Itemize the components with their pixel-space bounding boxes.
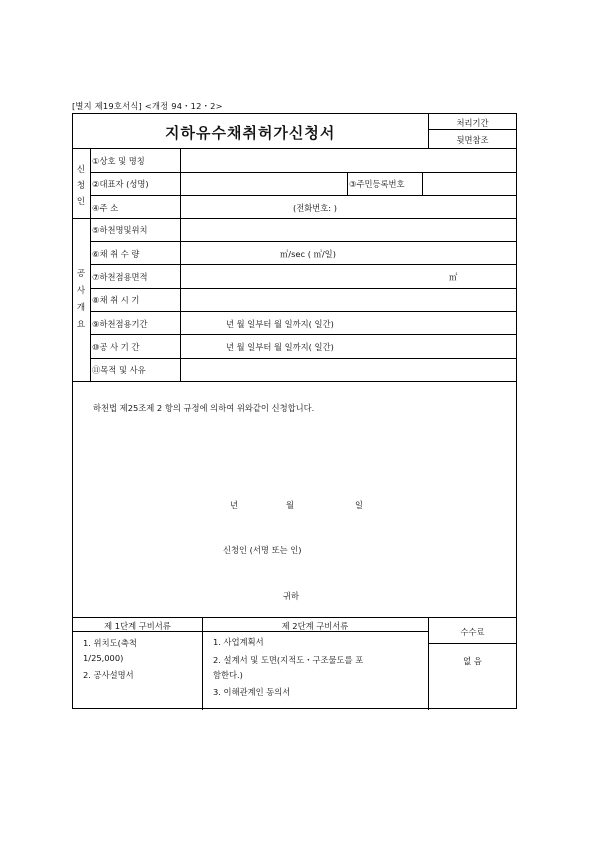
processing-period-value: 뒷면참조 [456, 135, 489, 145]
application-form [72, 113, 517, 709]
representative-label: ②대표자 (성명) [92, 179, 149, 189]
form-reference: [별지 제19호서식] <개정 94・12・2> [72, 101, 223, 111]
applicant-section-char: 청 [76, 181, 86, 191]
stage2-title: 제 2단계 구비서류 [281, 621, 349, 631]
date-month[interactable]: 월 [286, 500, 295, 510]
fee-label: 수수료 [460, 627, 485, 637]
stage1-item: 1. 위치도(축척 [83, 638, 137, 648]
resident-number-label: ③주민등록번호 [349, 179, 405, 189]
project-section-char: 사 [76, 286, 86, 296]
occupancy-duration-field[interactable]: 년 월 일부터 월 일까지( 일간) [226, 319, 334, 329]
stage1-title: 제 1단계 구비서류 [104, 621, 171, 631]
address-label: ④주 소 [92, 203, 119, 213]
stage2-item: 2. 설계서 및 도면(지적도・구조물도를 포 [213, 655, 364, 665]
fee-value: 없 음 [463, 656, 482, 666]
river-location-label: ⑤하천명및위치 [92, 225, 148, 235]
construction-period-label: ⑩공 사 기 간 [92, 342, 140, 352]
project-section-char: 개 [76, 303, 86, 313]
occupancy-duration-label: ⑨하천점용기간 [92, 319, 148, 329]
intake-period-label: ⑧채 취 시 기 [92, 295, 140, 305]
form-title: 지하유수채취허가신청서 [165, 124, 336, 142]
project-section-char: 요 [76, 320, 86, 330]
applicant-section-char: 인 [76, 197, 86, 207]
trade-name-field[interactable] [181, 149, 517, 171]
processing-period-label: 처리기간 [456, 118, 489, 128]
intake-volume-field[interactable]: ㎥/sec ( ㎥/일) [280, 249, 336, 259]
representative-name-field[interactable] [181, 173, 347, 194]
project-section-char: 공 [76, 269, 86, 279]
recipient: 귀하 [283, 591, 300, 601]
resident-number-field[interactable] [423, 173, 517, 194]
stage2-item: 3. 이해관계인 동의서 [213, 687, 291, 697]
applicant-signature[interactable]: 신청인 (서명 또는 인) [223, 545, 302, 555]
occupancy-area-field[interactable]: ㎡ [449, 272, 458, 282]
stage1-item: 2. 공사설명서 [83, 670, 134, 680]
trade-name-label: ①상호 및 명칭 [92, 156, 145, 166]
applicant-section-char: 신 [76, 165, 86, 175]
river-location-field[interactable] [181, 219, 517, 240]
intake-volume-label: ⑥채 취 수 량 [92, 249, 140, 259]
purpose-field[interactable] [181, 359, 517, 380]
purpose-label: ⑪목적 및 사유 [92, 365, 146, 375]
date-year[interactable]: 년 [230, 500, 239, 510]
stage1-item: 1/25,000) [83, 653, 124, 663]
construction-period-field[interactable]: 년 월 일부터 월 일까지( 일간) [226, 342, 334, 352]
phone-number-field[interactable]: (전화번호: ) [293, 203, 337, 213]
date-day[interactable]: 일 [355, 500, 364, 510]
stage2-item: 1. 사업계획서 [213, 637, 264, 647]
stage2-item: 함한다.) [213, 670, 243, 680]
intake-period-field[interactable] [181, 289, 517, 310]
occupancy-area-label: ⑦하천점용면적 [92, 272, 148, 282]
declaration-statement: 하천법 제25조제 2 항의 규정에 의하여 위와같이 신청합니다. [93, 403, 315, 413]
